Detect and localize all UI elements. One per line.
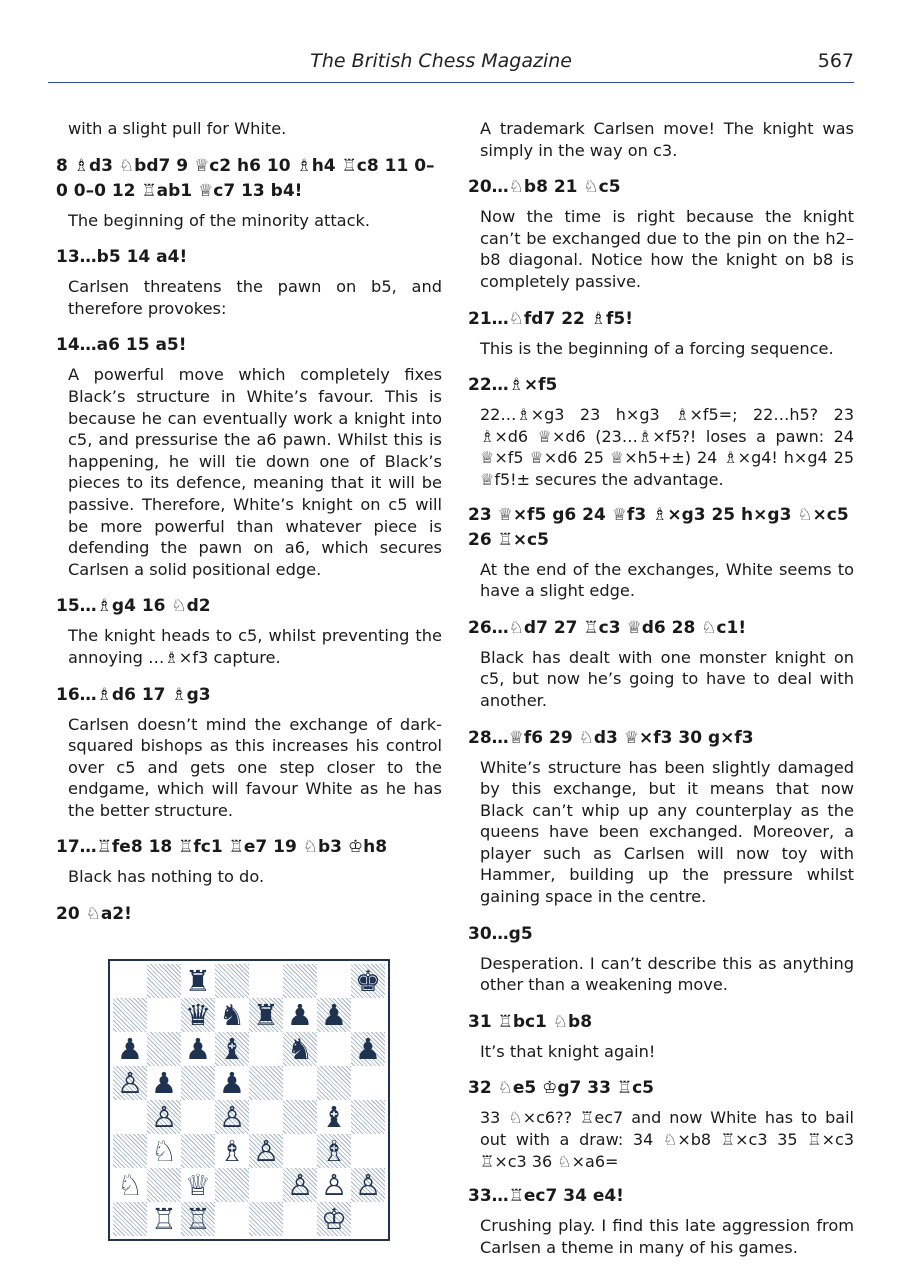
board-square: ♜ [181, 964, 215, 998]
board-square [283, 1100, 317, 1134]
right-column [468, 118, 854, 1272]
move-heading: 31 ♖bc1 ♘b8 [468, 1011, 593, 1032]
board-square [113, 1134, 147, 1168]
board-square: ♜ [249, 998, 283, 1032]
board-square: ♗ [317, 1134, 351, 1168]
board-square: ♞ [215, 998, 249, 1032]
move-heading: 23 ♕×f5 g6 24 ♕f3 ♗×g3 25 h×g3 ♘×c5 26 ♖×c5 [468, 504, 849, 550]
board-square [113, 1100, 147, 1134]
variation-text: 22…♗×g3 23 h×g3 ♗×f5=; 22…h5? 23 ♗×d6 ♕×d6 (23…♗×f5?! loses a pawn: 24 ♕×f5 ♕×d6 25 ♕×h5+±) 24 ♗×g4! h×g4 25 ♕f5!± secures the advantage. [480, 405, 854, 489]
board-square: ♕ [181, 1168, 215, 1202]
board-square [249, 1066, 283, 1100]
board-square [249, 1168, 283, 1202]
move-heading: 20 ♘a2! [56, 904, 132, 925]
board-square [351, 1202, 385, 1236]
paragraph: Crushing play. I find this late aggression from Carlsen a theme in many of his games. [480, 1216, 854, 1257]
board-square [283, 964, 317, 998]
move-heading: 16…♗d6 17 ♗g3 [56, 684, 211, 705]
board-square [113, 1202, 147, 1236]
paragraph: A trademark Carlsen move! The knight was simply in the way on c3. [480, 119, 854, 160]
paragraph: It’s that knight again! [480, 1041, 656, 1061]
board-square: ♖ [147, 1202, 181, 1236]
board-square [283, 1066, 317, 1100]
paragraph: Carlsen threatens the pawn on b5, and therefore provokes: [68, 277, 442, 318]
board-square [113, 998, 147, 1032]
board-square [317, 964, 351, 998]
paragraph: White’s structure has been slightly damaged by this exchange, but it means that now Black can’t whip up any counterplay as the queens have been exchanged. Moreover, a player such as Carlsen will now toy with Hammer, building up the pressure whilst gaining space in the centre. [480, 757, 854, 907]
move-heading: 8 ♗d3 ♘bd7 9 ♕c2 h6 10 ♗h4 ♖c8 11 0–0 0–0 12 ♖ab1 ♕c7 13 b4! [56, 155, 435, 201]
board-square [351, 1066, 385, 1100]
board-square [249, 1100, 283, 1134]
board-square: ♟ [317, 998, 351, 1032]
board-square [351, 998, 385, 1032]
move-heading: 32 ♘e5 ♔g7 33 ♖c5 [468, 1078, 654, 1099]
board-square: ♝ [215, 1032, 249, 1066]
board-square [351, 1134, 385, 1168]
paragraph: Black has dealt with one monster knight on c5, but now he’s going to have to deal with another. [480, 647, 854, 710]
board-square [215, 1168, 249, 1202]
paragraph: with a slight pull for White. [68, 119, 287, 138]
board-square: ♙ [317, 1168, 351, 1202]
board-square: ♟ [147, 1066, 181, 1100]
board-square [147, 1032, 181, 1066]
board-square [181, 1134, 215, 1168]
board-square [181, 1100, 215, 1134]
board-square: ♛ [181, 998, 215, 1032]
chess-diagram [108, 959, 390, 1241]
move-heading: 30…g5 [468, 923, 533, 944]
board-square: ♙ [283, 1168, 317, 1202]
board-square: ♙ [113, 1066, 147, 1100]
magazine-title: The British Chess Magazine [310, 50, 572, 72]
move-heading: 28…♕f6 29 ♘d3 ♕×f3 30 g×f3 [468, 727, 754, 748]
paragraph: The knight heads to c5, whilst preventing the annoying …♗×f3 capture. [68, 626, 442, 667]
board-square: ♟ [181, 1032, 215, 1066]
left-column [56, 118, 442, 1241]
board-square [249, 1032, 283, 1066]
board-square: ♖ [181, 1202, 215, 1236]
variation-text: 33 ♘×c6?? ♖ec7 and now White has to bail out with a draw: 34 ♘×b8 ♖×c3 35 ♖×c3 ♖×c3 36 ♘×a6= [480, 1108, 854, 1171]
paragraph: At the end of the exchanges, White seems to have a slight edge. [480, 559, 854, 601]
move-heading: 21…♘fd7 22 ♗f5! [468, 308, 634, 329]
page-header [48, 0, 854, 83]
board-square: ♙ [147, 1100, 181, 1134]
board-square [181, 1066, 215, 1100]
move-heading: 22…♗×f5 [468, 375, 558, 396]
paragraph: Desperation. I can’t describe this as anything other than a weakening move. [480, 953, 854, 995]
page-number: 567 [817, 50, 854, 72]
board-square: ♟ [351, 1032, 385, 1066]
board-square: ♙ [351, 1168, 385, 1202]
board-square [317, 1032, 351, 1066]
board-square [147, 998, 181, 1032]
board-square [215, 1202, 249, 1236]
move-heading: 26…♘d7 27 ♖c3 ♕d6 28 ♘c1! [468, 617, 747, 638]
board-square: ♔ [317, 1202, 351, 1236]
board-square [113, 964, 147, 998]
board-square [249, 1202, 283, 1236]
board-square [249, 964, 283, 998]
board-square [351, 1100, 385, 1134]
board-square: ♝ [317, 1100, 351, 1134]
move-heading: 33…♖ec7 34 e4! [468, 1186, 624, 1207]
move-heading: 17…♖fe8 18 ♖fc1 ♖e7 19 ♘b3 ♔h8 [56, 837, 388, 858]
paragraph: Now the time is right because the knight can’t be exchanged due to the pin on the h2–b8 diagonal. Notice how the knight on b8 is completely passive. [480, 207, 854, 291]
board-square: ♙ [249, 1134, 283, 1168]
paragraph: The beginning of the minority attack. [68, 210, 371, 230]
board-square: ♟ [113, 1032, 147, 1066]
move-heading: 14…a6 15 a5! [56, 335, 187, 356]
board-square: ♚ [351, 964, 385, 998]
paragraph: This is the beginning of a forcing sequence. [480, 338, 834, 358]
board-square [147, 964, 181, 998]
board-square: ♟ [215, 1066, 249, 1100]
move-heading: 15…♗g4 16 ♘d2 [56, 596, 211, 617]
chess-board [113, 964, 385, 1236]
board-square: ♘ [147, 1134, 181, 1168]
move-heading: 20…♘b8 21 ♘c5 [468, 177, 621, 198]
paragraph: Black has nothing to do. [68, 867, 265, 887]
move-heading: 13…b5 14 a4! [56, 247, 188, 268]
board-square [283, 1134, 317, 1168]
board-square [317, 1066, 351, 1100]
board-square [215, 964, 249, 998]
board-square: ♞ [283, 1032, 317, 1066]
board-square [147, 1168, 181, 1202]
board-square: ♟ [283, 998, 317, 1032]
board-square: ♗ [215, 1134, 249, 1168]
board-square: ♙ [215, 1100, 249, 1134]
paragraph: A powerful move which completely fixes Black’s structure in White’s favour. This is because he can eventually work a knight into c5, and pressurise the a6 pawn. Whilst this is happening, he will tie down one of Black’s pieces to its defence, meaning that it will be passive. Therefore, White’s knight on c5 will be more powerful than whatever piece is defending the pawn on a6, which secures Carlsen a solid positional edge. [68, 365, 442, 579]
board-square [283, 1202, 317, 1236]
paragraph: Carlsen doesn’t mind the exchange of dark-squared bishops as this increases his control over c5 and gets one step closer to the endgame, which will favour White as he has the better structure. [68, 714, 442, 820]
board-square: ♘ [113, 1168, 147, 1202]
